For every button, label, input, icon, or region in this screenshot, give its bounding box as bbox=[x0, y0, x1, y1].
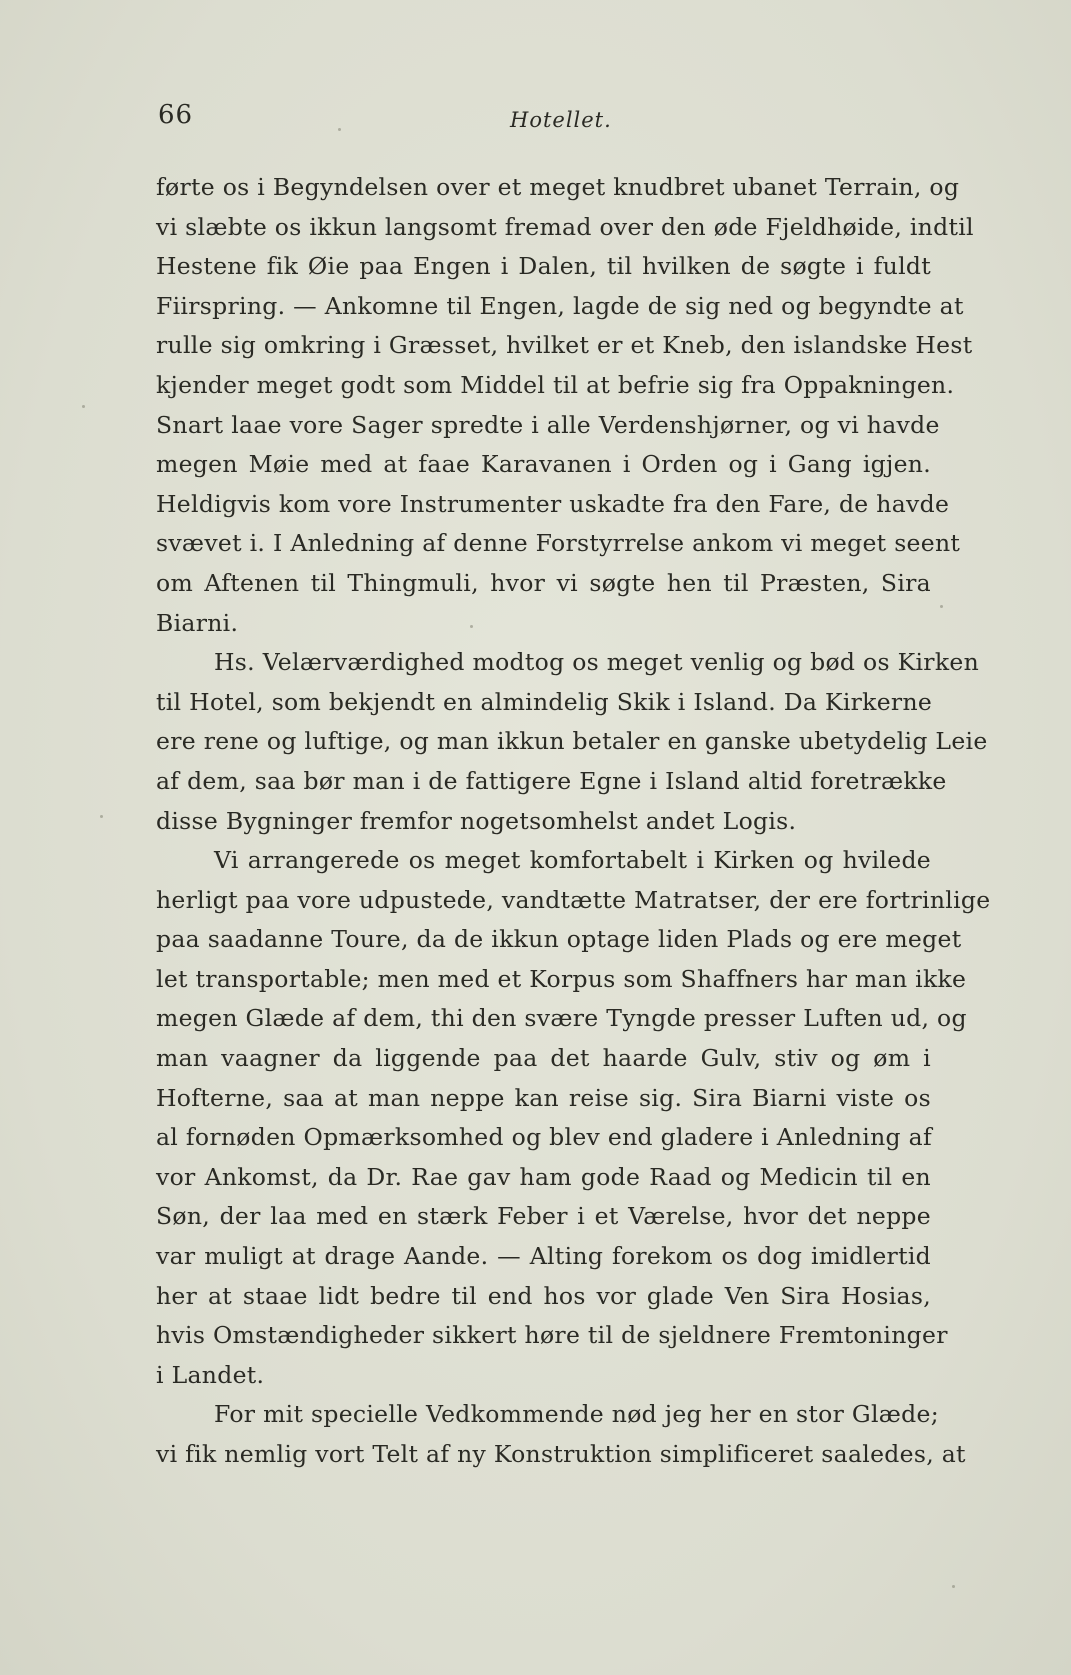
text-line: vor Ankomst, da Dr. Rae gav ham gode Raad og Medicin til en bbox=[156, 1162, 931, 1191]
paragraph bbox=[156, 1395, 966, 1474]
body-text bbox=[156, 168, 991, 1475]
paragraph bbox=[156, 643, 988, 841]
text-line: let transportable; men med et Korpus som Shaffners har man ikke bbox=[156, 964, 967, 993]
paragraph bbox=[156, 841, 991, 1395]
paper-speck bbox=[82, 405, 85, 408]
paper-speck bbox=[100, 815, 103, 818]
text-line: førte os i Begyndelsen over et meget knudbret ubanet Terrain, og bbox=[156, 173, 960, 201]
text-line: ere rene og luftige, og man ikkun betaler en ganske ubetydelig Leie bbox=[156, 727, 988, 756]
paragraph bbox=[156, 168, 974, 643]
text-line: disse Bygninger fremfor nogetsomhelst andet Logis. bbox=[156, 806, 797, 835]
text-line: af dem, saa bør man i de fattigere Egne i Island altid foretrække bbox=[156, 766, 947, 795]
text-line: i Landet. bbox=[156, 1360, 265, 1389]
text-line: Hofterne, saa at man neppe kan reise sig. Sira Biarni viste os bbox=[156, 1083, 931, 1112]
text-line: rulle sig omkring i Græsset, hvilket er et Kneb, den islandske Hest bbox=[156, 331, 973, 360]
text-line: Fiirspring. — Ankomne til Engen, lagde de sig ned og begyndte at bbox=[156, 291, 964, 320]
text-line: herligt paa vore udpustede, vandtætte Matratser, der ere fortrinlige bbox=[156, 885, 991, 914]
text-line: om Aftenen til Thingmuli, hvor vi søgte hen til Præsten, Sira bbox=[156, 568, 931, 597]
running-title: Hotellet. bbox=[510, 108, 612, 132]
text-line: vi slæbte os ikkun langsomt fremad over den øde Fjeldhøide, indtil bbox=[156, 212, 974, 241]
text-line: her at staae lidt bedre til end hos vor glade Ven Sira Hosias, bbox=[156, 1281, 931, 1310]
text-line: megen Møie med at faae Karavanen i Orden og i Gang igjen. bbox=[156, 450, 931, 479]
text-line: For mit specielle Vedkommende nød jeg her en stor Glæde; bbox=[214, 1400, 939, 1429]
text-line: til Hotel, som bekjendt en almindelig Skik i Island. Da Kirkerne bbox=[156, 687, 933, 716]
paper-speck bbox=[338, 128, 341, 131]
text-line: Biarni. bbox=[156, 608, 239, 637]
text-line: Snart laae vore Sager spredte i alle Verdenshjørner, og vi havde bbox=[156, 410, 940, 439]
text-line: svævet i. I Anledning af denne Forstyrrelse ankom vi meget seent bbox=[156, 529, 961, 558]
text-line: var muligt at drage Aande. — Alting forekom os dog imidlertid bbox=[156, 1242, 931, 1271]
paper-speck bbox=[470, 625, 473, 628]
text-line: Vi arrangerede os meget komfortabelt i Kirken og hvilede bbox=[214, 846, 931, 875]
text-line: megen Glæde af dem, thi den svære Tyngde presser Luften ud, og bbox=[156, 1004, 967, 1033]
page-number: 66 bbox=[158, 100, 194, 130]
text-line: Hestene fik Øie paa Engen i Dalen, til hvilken de søgte i fuldt bbox=[156, 252, 931, 281]
text-line: Hs. Velærværdighed modtog os meget venlig og bød os Kirken bbox=[214, 648, 980, 677]
text-line: man vaagner da liggende paa det haarde Gulv, stiv og øm i bbox=[156, 1044, 931, 1073]
paper-speck bbox=[940, 605, 943, 608]
text-line: vi fik nemlig vort Telt af ny Konstruktion simplificeret saaledes, at bbox=[156, 1440, 966, 1468]
text-line: paa saadanne Toure, da de ikkun optage liden Plads og ere meget bbox=[156, 925, 962, 954]
text-line: hvis Omstændigheder sikkert høre til de sjeldnere Fremtoninger bbox=[156, 1321, 948, 1350]
text-line: Søn, der laa med en stærk Feber i et Værelse, hvor det neppe bbox=[156, 1202, 931, 1231]
text-line: kjender meget godt som Middel til at befrie sig fra Oppakningen. bbox=[156, 370, 955, 399]
paper-speck bbox=[952, 1585, 955, 1588]
text-line: Heldigvis kom vore Instrumenter uskadte fra den Fare, de havde bbox=[156, 489, 950, 518]
text-line: al fornøden Opmærksomhed og blev end gladere i Anledning af bbox=[156, 1123, 932, 1152]
